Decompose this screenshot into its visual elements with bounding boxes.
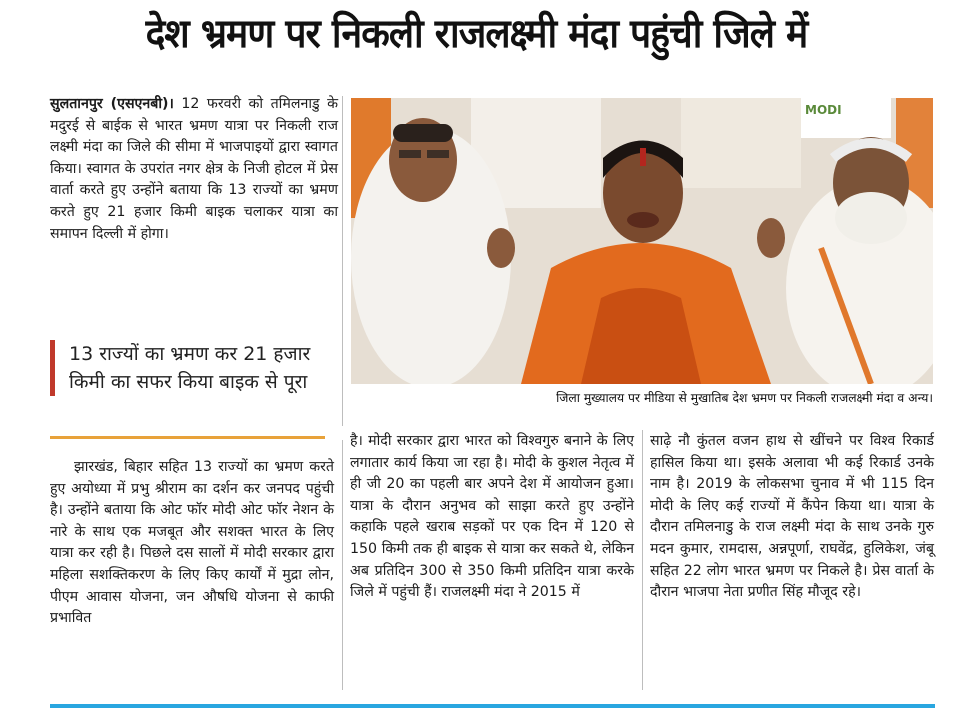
intro-paragraph [50,94,338,245]
body-column-3: साढ़े नौ कुंतल वजन हाथ से खींचने पर विश्व रिकार्ड हासिल किया था। इसके अलावा भी कई रिकार्ड उनके नाम है। 2019 के लोकसभा चुनाव में भी 115 दिन मोदी के लिए कई राज्यों में कैंपेन किया था। यात्रा के दौरान तमिलनाडु के राज लक्ष्मी मंदा के साथ उनके गुरु मदन कुमार, रामदास, अन्नपूर्णा, राघवेंद्र, हुलिकेश, जंबू सहित 22 लोग भारत भ्रमण पर निकले है। प्रेस वार्ता के दौरान भाजपा नेता प्रणीत सिंह मौजूद रहे। [650,433,934,601]
body-column-2: है। मोदी सरकार द्वारा भारत को विश्वगुरु बनाने के लिए लगातार कार्य किया जा रहा है। मोदी के कुशल नेतृत्व में ही जी 20 का पहली बार अपने देश में आयोजन हुआ। यात्रा के दौरान अनुभव को साझा करते हुए उन्होंने कहाकि पहले खराब सड़कों पर एक दिन में 120 से 150 किमी तक ही बाइक से यात्रा कर सकते थे, लेकिन अब प्रतिदिन 300 से 350 किमी प्रतिदिन यात्रा करके जिले में पहुंची हैं। राजलक्ष्मी मंदा ने 2015 में [350,433,634,601]
banner-text: MODI [805,103,842,117]
subheading-underline [50,436,325,439]
photo-caption: जिला मुख्यालय पर मीडिया से मुखातिब देश भ्रमण पर निकली राजलक्ष्मी मंदा व अन्य। [351,386,933,410]
bottom-accent-bar [50,704,935,708]
intro-text: 12 फरवरी को तमिलनाडु के मदुरई से बाईक से भारत भ्रमण यात्रा पर निकली राज लक्ष्मी मंदा का जिले की सीमा में भाजपाइयों द्वारा स्वागत किया। स्वागत के उपरांत नगर क्षेत्र के निजी होटल में प्रेस वार्ता करते हुए उन्होंने बताया कि 13 राज्यों का भ्रमण करते हुए 21 हजार किमी बाइक चलाकर यात्रा का समापन दिल्ली में होगा। [50,96,338,242]
dateline: सुलतानपुर (एसएनबी)। [50,96,174,112]
column-divider [342,96,343,426]
photo-illustration [351,98,933,384]
column-divider [342,440,343,690]
subheading: 13 राज्यों का भ्रमण कर 21 हजार किमी का सफर किया बाइक से पूरा [50,340,351,396]
column-divider [642,430,643,690]
news-photo [351,98,933,384]
headline: देश भ्रमण पर निकली राजलक्ष्मी मंदा पहुंची जिले में [145,11,808,57]
body-column-1: झारखंड, बिहार सहित 13 राज्यों का भ्रमण करते हुए अयोध्या में प्रभु श्रीराम का दर्शन कर जनपद पहुंची है। उन्होंने बताया कि ओट फॉर मोदी ओट फॉर नेशन के नारे के साथ एक मजबूत और सशक्त भारत के लिए यात्रा कर रही है। पिछले दस सालों में मोदी सरकार द्वारा महिला सशक्तिकरण के लिए किए कार्यों में मुद्रा लोन, पीएम आवास योजना, जन औषधि योजना से काफी प्रभावित [50,459,334,627]
